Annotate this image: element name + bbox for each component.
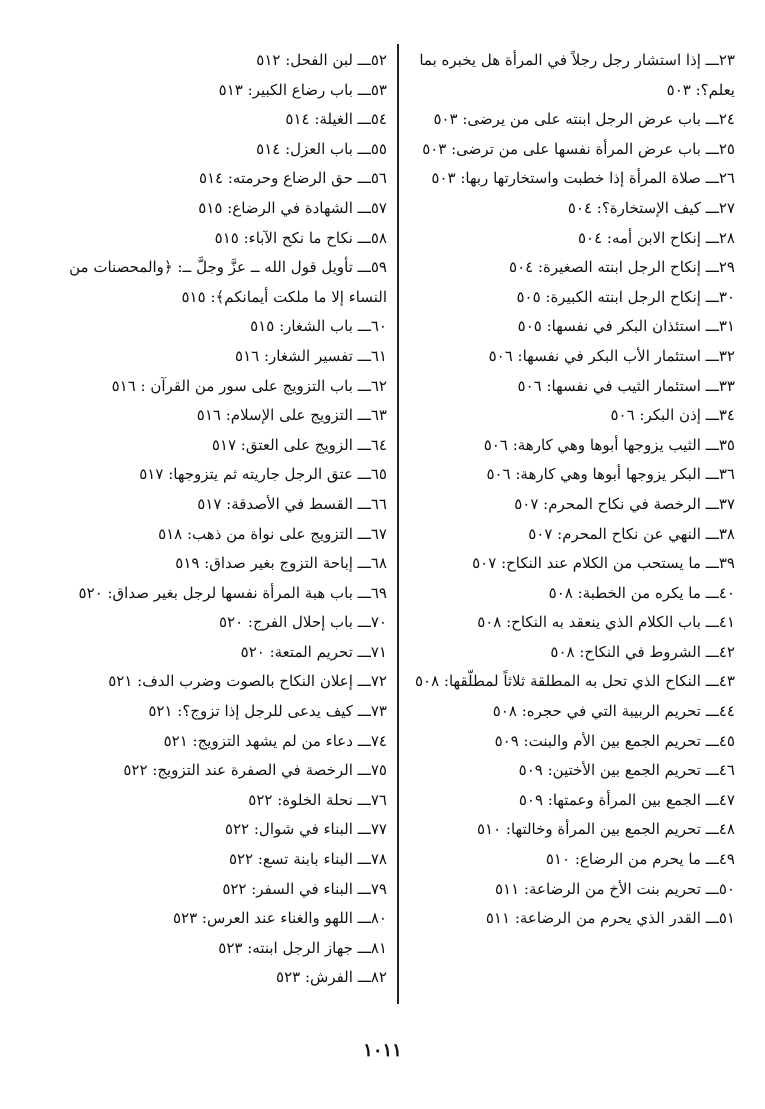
index-entry: ٦١ـــ تفسير الشغار: ٥١٦ — [235, 346, 387, 365]
index-entry: ٤٢ـــ الشروط في النكاح: ٥٠٨ — [550, 642, 735, 661]
index-entry: ٧٨ـــ البناء بابنة تسع: ٥٢٢ — [228, 850, 387, 869]
index-entry: ٥٩ـــ تأويل قول الله ــ عزَّ وجلَّ ــ: ﴿والمحصنات من النساء إلا ما ملكت أيمانكم﴾: ٥١٥ — [69, 258, 387, 306]
index-entry: ٢٧ـــ كيف الإستخارة؟: ٥٠٤ — [567, 198, 735, 217]
index-entry: ٦٢ـــ باب التزويج على سور من القرآن : ٥١٦ — [111, 376, 387, 395]
left-column — [62, 46, 387, 993]
index-entry: ٥٥ـــ باب العزل: ٥١٤ — [256, 139, 387, 158]
index-entry: ٧٧ـــ البناء في شوال: ٥٢٢ — [224, 820, 387, 839]
index-entry: ٥٧ـــ الشهادة في الرضاع: ٥١٥ — [198, 198, 387, 217]
index-entry: ٧٩ـــ البناء في السفر: ٥٢٢ — [222, 879, 387, 898]
index-entry: ٦٥ـــ عتق الرجل جاريته ثم يتزوجها: ٥١٧ — [139, 465, 387, 484]
index-entry: ٢٨ـــ إنكاح الابن أمه: ٥٠٤ — [577, 228, 735, 247]
index-entry: ٤٦ـــ تحريم الجمع بين الأختين: ٥٠٩ — [518, 761, 735, 780]
index-entry: ٣٨ـــ النهي عن نكاح المحرم: ٥٠٧ — [528, 524, 735, 543]
index-entry: ٤٠ـــ ما يكره من الخطبة: ٥٠٨ — [548, 583, 735, 602]
index-entry: ٦٩ـــ باب هبة المرأة نفسها لرجل بغير صداق: ٥٢٠ — [78, 583, 387, 602]
index-entry: ٣٧ـــ الرخصة في نكاح المحرم: ٥٠٧ — [514, 494, 735, 513]
right-column — [405, 46, 735, 934]
index-entry: ٧١ـــ تحريم المتعة: ٥٢٠ — [240, 642, 387, 661]
index-entry: ٨٠ـــ اللهو والغناء عند العرس: ٥٢٣ — [172, 909, 387, 928]
index-entry: ٢٣ـــ إذا استشار رجل رجلاً في المرأة هل يخبره بما يعلم؟: ٥٠٣ — [419, 51, 735, 99]
page-number: ١٠١١ — [363, 1040, 402, 1061]
index-entry: ٦٨ـــ إباحة التزوج بغير صداق: ٥١٩ — [175, 554, 387, 573]
index-entry: ٦٣ـــ التزويج على الإسلام: ٥١٦ — [196, 406, 387, 425]
index-entry: ٦٦ـــ القسط في الأصدقة: ٥١٧ — [197, 494, 387, 513]
index-entry: ٥١ـــ القدر الذي يحرم من الرضاعة: ٥١١ — [485, 909, 735, 928]
index-entry: ٣٦ـــ البكر يزوجها أبوها وهي كارهة: ٥٠٦ — [486, 465, 735, 484]
index-entry: ٧٠ـــ باب إحلال الفرج: ٥٢٠ — [218, 613, 387, 632]
index-entry: ٤٥ـــ تحريم الجمع بين الأم والبنت: ٥٠٩ — [494, 731, 735, 750]
index-entry: ٥٢ـــ لبن الفحل: ٥١٢ — [256, 51, 387, 69]
index-entry: ٨١ـــ جهاز الرجل ابنته: ٥٢٣ — [218, 938, 387, 957]
index-entry: ٨٢ـــ الفرش: ٥٢٣ — [276, 968, 387, 987]
index-entry: ٧٦ـــ نحلة الخلوة: ٥٢٢ — [248, 790, 387, 809]
index-entry: ٢٤ـــ باب عرض الرجل ابنته على من يرضى: ٥٠٣ — [433, 110, 735, 129]
index-entry: ٤٣ـــ النكاح الذي تحل به المطلقة ثلاثاً لمطلّقها: ٥٠٨ — [414, 672, 735, 691]
index-entry: ٥٦ـــ حق الرضاع وحرمته: ٥١٤ — [198, 169, 387, 188]
index-entry: ٤٨ـــ تحريم الجمع بين المرأة وخالتها: ٥١٠ — [476, 820, 735, 839]
index-entry: ٣٩ـــ ما يستحب من الكلام عند النكاح: ٥٠٧ — [472, 554, 735, 573]
index-entry: ٥٤ـــ الغيلة: ٥١٤ — [285, 110, 387, 129]
column-divider — [397, 44, 399, 1004]
index-entry: ٢٦ـــ صلاة المرأة إذا خطبت واستخارتها ربها: ٥٠٣ — [431, 169, 735, 188]
index-entry: ٧٥ـــ الرخصة في الصفرة عند التزويج: ٥٢٢ — [123, 761, 387, 780]
index-entry: ٦٠ـــ باب الشغار: ٥١٥ — [250, 317, 387, 336]
index-entry: ٧٢ـــ إعلان النكاح بالصوت وضرب الدف: ٥٢١ — [108, 672, 387, 691]
index-entry: ٣٢ـــ استئمار الأب البكر في نفسها: ٥٠٦ — [488, 346, 735, 365]
index-entry: ٥٣ـــ باب رضاع الكبير: ٥١٣ — [218, 80, 387, 99]
index-entry: ٢٥ـــ باب عرض المرأة نفسها على من ترضى: ٥٠٣ — [422, 139, 735, 158]
index-entry: ٣٥ـــ الثيب يزوجها أبوها وهي كارهة: ٥٠٦ — [483, 435, 735, 454]
index-entry: ٣٤ـــ إذن البكر: ٥٠٦ — [610, 406, 735, 425]
index-entry: ٥٨ـــ نكاح ما نكح الآباء: ٥١٥ — [214, 228, 387, 247]
index-entry: ٦٤ـــ الزويج على العتق: ٥١٧ — [211, 435, 387, 454]
index-entry: ٣٠ـــ إنكاح الرجل ابنته الكبيرة: ٥٠٥ — [516, 287, 735, 306]
index-entry: ٦٧ـــ التزويج على نواة من ذهب: ٥١٨ — [158, 524, 387, 543]
index-entry: ٧٤ـــ دعاء من لم يشهد التزويج: ٥٢١ — [163, 731, 387, 750]
index-entry: ٣٣ـــ استئمار الثيب في نفسها: ٥٠٦ — [517, 376, 735, 395]
index-entry: ٣١ـــ استئذان البكر في نفسها: ٥٠٥ — [517, 317, 735, 336]
index-entry: ٤١ـــ باب الكلام الذي ينعقد به النكاح: ٥٠٨ — [477, 613, 735, 632]
index-entry: ٤٧ـــ الجمع بين المرأة وعمتها: ٥٠٩ — [518, 790, 735, 809]
index-entry: ٤٩ـــ ما يحرم من الرضاع: ٥١٠ — [545, 850, 735, 869]
index-entry: ٢٩ـــ إنكاح الرجل ابنته الصغيرة: ٥٠٤ — [509, 258, 735, 277]
index-entry: ٥٠ـــ تحريم بنت الأخ من الرضاعة: ٥١١ — [494, 879, 735, 898]
index-entry: ٤٤ـــ تحريم الربيبة التي في حجره: ٥٠٨ — [492, 702, 735, 721]
index-entry: ٧٣ـــ كيف يدعى للرجل إذا تزوج؟: ٥٢١ — [148, 702, 387, 721]
